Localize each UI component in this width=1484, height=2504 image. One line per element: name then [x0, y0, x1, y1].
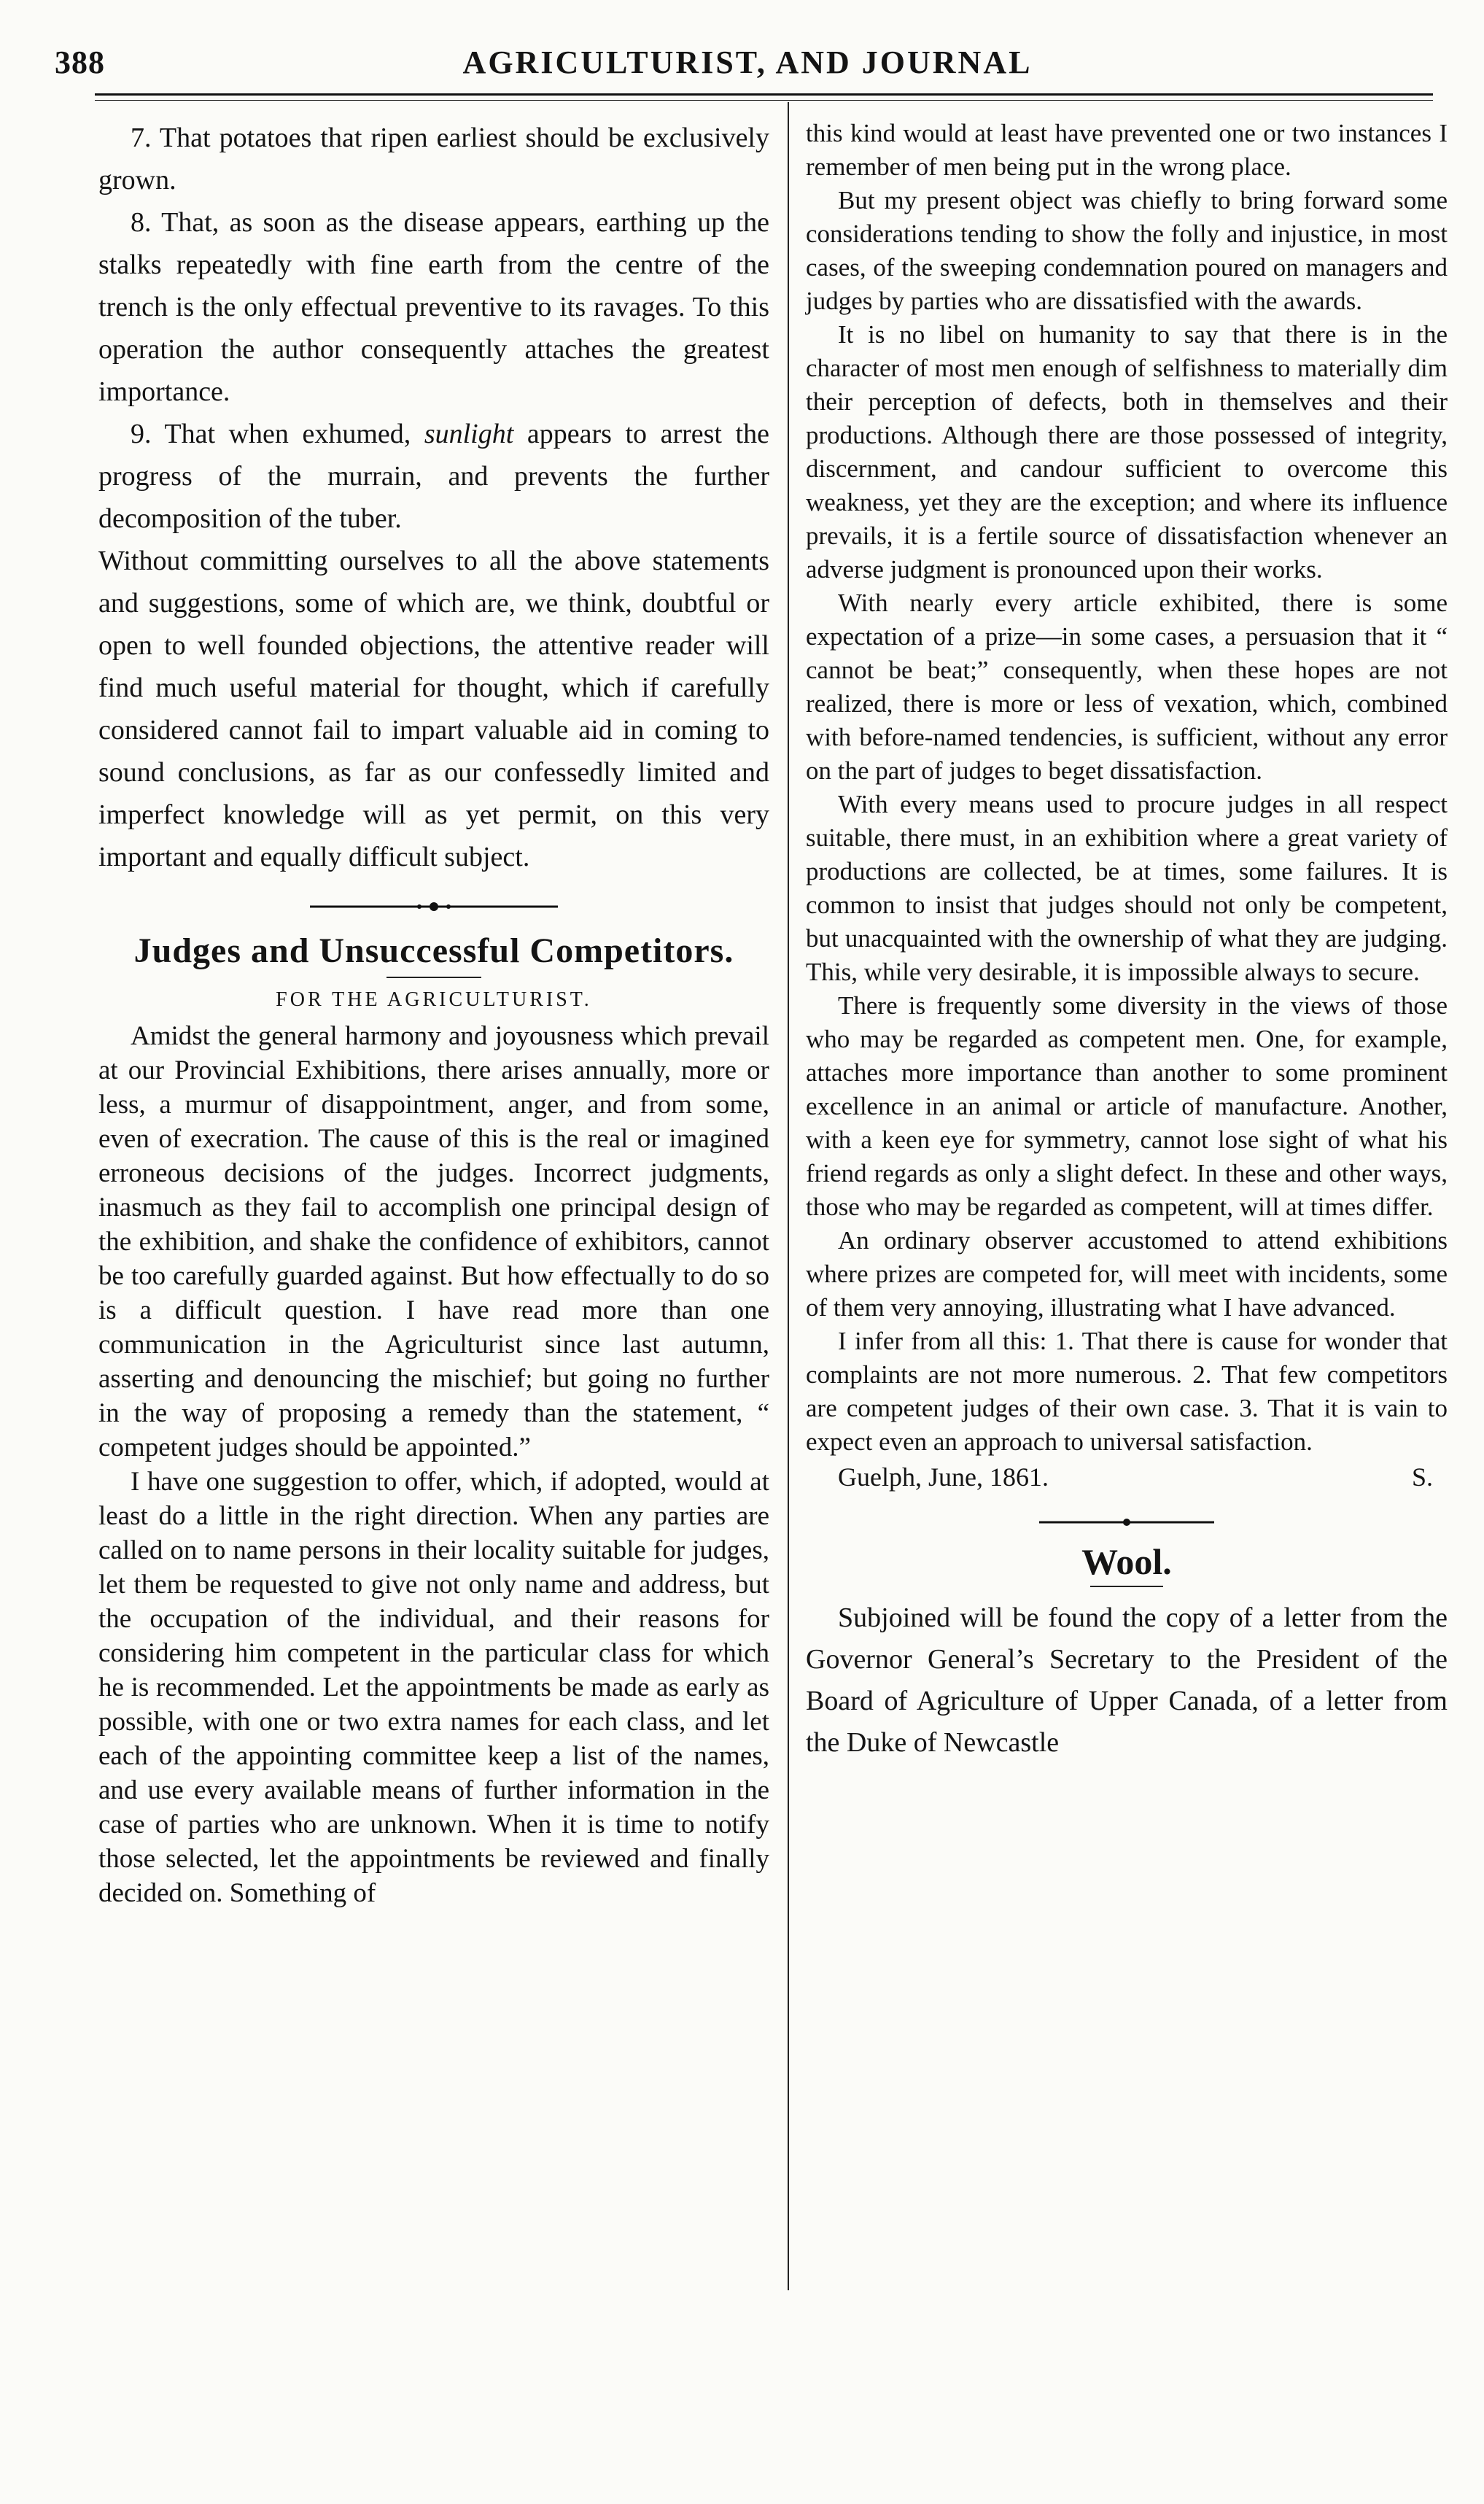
- article-paragraph: Amidst the general harmony and joyousness which prevail at our Provincial Exhibitions, there arises annually, more or less, a murmur of disappointment, anger, and from some, even of execration. The cause of this is the real or imagined erroneous decisions of the judges. Incorrect judgments, inasmuch as they fail to accomplish one principal design of the exhibition, and shake the confidence of exhibitors, cannot be too carefully guarded against. But how effectually to do so is a difficult question. I have read more than one communication in the Agriculturist since last autumn, asserting and denouncing the mischief; but going no further in the way of proposing a remedy than the statement, “ competent judges should be appointed.”: [98, 1021, 769, 1462]
- header-rule-thin: [95, 100, 1433, 101]
- article-body-judges: [98, 1019, 769, 1910]
- article-paragraph: But my present object was chiefly to bring forward some considerations tending to show the folly and injustice, in most cases, of the sweeping condemnation poured on managers and judges by parties who are dissatisfied with the awards.: [806, 186, 1448, 315]
- page-header: [47, 36, 1448, 88]
- article-body-wool: [806, 1597, 1448, 1764]
- running-title: AGRICULTURIST, AND JOURNAL: [462, 44, 1033, 80]
- article-title-wool: Wool.: [1081, 1541, 1172, 1582]
- article-paragraph: I have one suggestion to offer, which, if adopted, would at least do a little in the right direction. When any parties are called on to name persons in their locality suitable for judges, let them be requested to give not only name and address, but the occupation of the individual, and their reasons for considering him competent in the particular class for which he is recommended. Let the appointments be made as early as possible, with one or two extra names for each class, and let each of the appointing committee keep a list of the names, and use every available means of further information in the case of parties who are unknown. When it is time to notify those selected, let the appointments be reviewed and finally decided on. Something of: [98, 1467, 769, 1908]
- article-paragraph: Subjoined will be found the copy of a letter from the Governor General’s Secretary to the President of the Board of Agriculture of Upper Canada, of a letter from the Duke of Newcastle: [806, 1602, 1448, 1758]
- paragraph-item-7: 7. That potatoes that ripen earliest should be exclusively grown.: [98, 123, 769, 195]
- column-divider: [788, 102, 789, 2290]
- article-paragraph: There is frequently some diversity in the views of those who may be regarded as competent men. One, for example, attaches more importance than another to some prominent excellence in an animal or article of manufacture. Another, with a keen eye for symmetry, cannot lose sight of what his friend regards as only a slight defect. In these and other ways, those who may be regarded as competent, will at times differ.: [806, 991, 1448, 1221]
- article-paragraph: With every means used to procure judges in all respect suitable, there must, in an exhibition where a great variety of productions are collected, be at times, some failures. It is common to insist that judges should not only be competent, but unacquainted with the ownership of what they are judging. This, while very desirable, it is impossible always to secure.: [806, 790, 1448, 986]
- paragraph-item-9: 9. That when exhumed, sunlight appears to arrest the progress of the murrain, and prevents the further decomposition of the tuber.: [98, 419, 769, 534]
- page-number: 388: [55, 44, 105, 80]
- article-paragraph: this kind would at least have prevented one or two instances I remember of men being put in the wrong place.: [806, 119, 1448, 181]
- paragraph-item-8: 8. That, as soon as the disease appears, earthing up the stalks repeatedly with fine earth from the centre of the trench is the only effectual preventive to its ravages. To this operation the author consequently attaches the greatest importance.: [98, 207, 769, 407]
- editorial-paragraph: Without committing ourselves to all the above statements and suggestions, some of which are, we think, doubtful or open to well founded objections, the attentive reader will find much useful material for thought, which if carefully considered cannot fail to impart valuable aid in coming to sound conclusions, as far as our confessedly limited and imperfect knowledge will as yet permit, on this very important and equally difficult subject.: [98, 546, 769, 872]
- article-paragraph: With nearly every article exhibited, there is some expectation of a prize—in some cases, a persuasion that it “ cannot be beat;” consequently, when these hopes are not realized, there is more or less of vexation, which, combined with before-named tendencies, is sufficient, without any error on the part of judges to beget dissatisfaction.: [806, 589, 1448, 785]
- section-separator-ornament: [303, 896, 565, 918]
- signoff-place-date: Guelph, June, 1861.: [838, 1462, 1049, 1492]
- section-separator-ornament: [1032, 1511, 1221, 1533]
- article-title-judges: Judges and Unsuccessful Competitors.: [133, 931, 734, 970]
- title-underline: [386, 977, 481, 978]
- article-byline: FOR THE AGRICULTURIST.: [276, 988, 592, 1011]
- article-paragraph: It is no libel on humanity to say that there is in the character of most men enough of selfishness to materially dim their perception of defects, both in themselves and their productions. Although there are those possessed of integrity, discernment, and candour sufficient to overcome this weakness, yet they are the exception; and where its influence prevails, it is a fertile source of dissatisfaction whenever an adverse judgment is pronounced upon their works.: [806, 320, 1448, 584]
- header-rule: [95, 93, 1433, 96]
- signoff-initial: S.: [1411, 1462, 1433, 1492]
- article-signoff: [838, 1459, 1433, 1495]
- right-column: [806, 117, 1448, 1764]
- emphasis-text: sunlight: [424, 419, 514, 449]
- article-paragraph: I infer from all this: 1. That there is cause for wonder that complaints are not more numerous. 2. That few competitors are competent judges of their own case. 3. That it is vain to expect even an approach to universal satisfaction.: [806, 1327, 1448, 1456]
- title-underline: [1090, 1586, 1163, 1587]
- article-paragraph: An ordinary observer accustomed to attend exhibitions where prizes are competed for, will meet with incidents, some of them very annoying, illustrating what I have advanced.: [806, 1226, 1448, 1322]
- left-column: [98, 117, 769, 1910]
